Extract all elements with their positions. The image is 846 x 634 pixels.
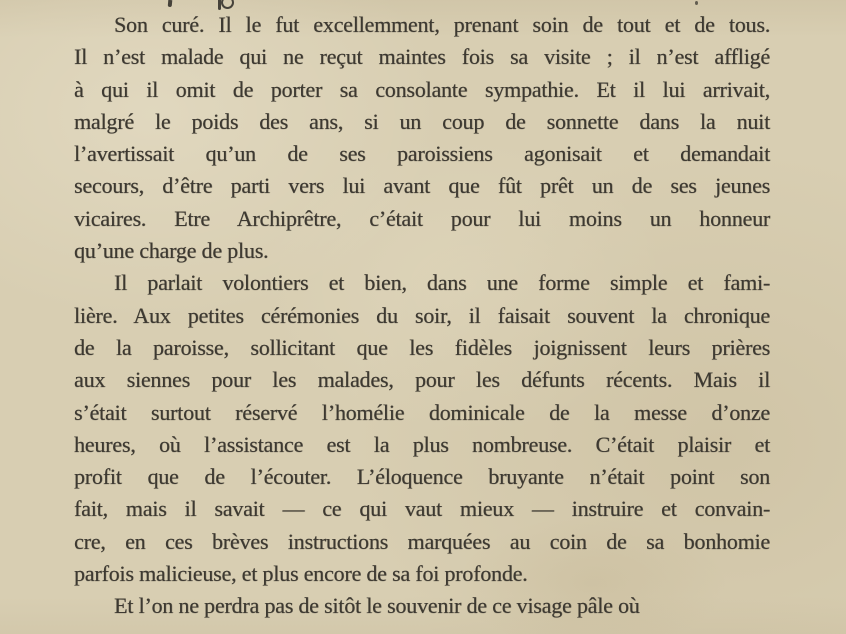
text-line: fait, mais il savait — ce qui vaut mieux — instruire et convain- [74, 496, 770, 522]
text-line: Et l’on ne perdra pas de sitôt le souvenir de ce visage pâle où [114, 593, 640, 619]
text-line: qu’une charge de plus. [74, 238, 269, 264]
text-line: lière. Aux petites cérémonies du soir, il faisait souvent la chronique [74, 302, 770, 328]
text-line: de la paroisse, sollicitant que les fidèles joignissent leurs prières [74, 334, 770, 360]
text-line: cre, en ces brèves instructions marquées au coin de sa bonhomie [74, 528, 770, 554]
text-line: profit que de l’écouter. L’éloquence bruyante n’était point son [74, 464, 770, 490]
text-line: parfois malicieuse, et plus encore de sa foi profonde. [74, 561, 528, 587]
cropped-previous-line-fragment [221, 0, 234, 9]
text-line: l’avertissait qu’un de ses paroissiens agonisait et demandait [74, 141, 770, 167]
paragraph [74, 267, 770, 590]
text-block [74, 9, 770, 623]
paragraph [74, 9, 770, 267]
text-line: Il n’est malade qui ne reçut maintes fois sa visite ; il n’est affligé [74, 44, 770, 70]
text-line: vicaires. Etre Archiprêtre, c’était pour lui moins un honneur [74, 205, 770, 231]
text-line: malgré le poids des ans, si un coup de sonnette dans la nuit [74, 108, 770, 134]
paragraph [74, 590, 770, 622]
paper-speck [695, 1, 698, 5]
text-line: Il parlait volontiers et bien, dans une forme simple et fami- [114, 270, 770, 296]
text-line: aux siennes pour les malades, pour les défunts récents. Mais il [74, 367, 770, 393]
text-line: secours, d’être parti vers lui avant que fût prêt un de ses jeunes [74, 173, 770, 199]
cropped-previous-line-fragment [168, 0, 173, 7]
text-line: s’était surtout réservé l’homélie dominicale de la messe d’onze [74, 399, 770, 425]
text-line: heures, où l’assistance est la plus nombreuse. C’était plaisir et [74, 431, 770, 457]
text-line: Son curé. Il le fut excellemment, prenant soin de tout et de tous. [114, 12, 770, 37]
text-line: à qui il omit de porter sa consolante sympathie. Et il lui arrivait, [74, 76, 770, 102]
